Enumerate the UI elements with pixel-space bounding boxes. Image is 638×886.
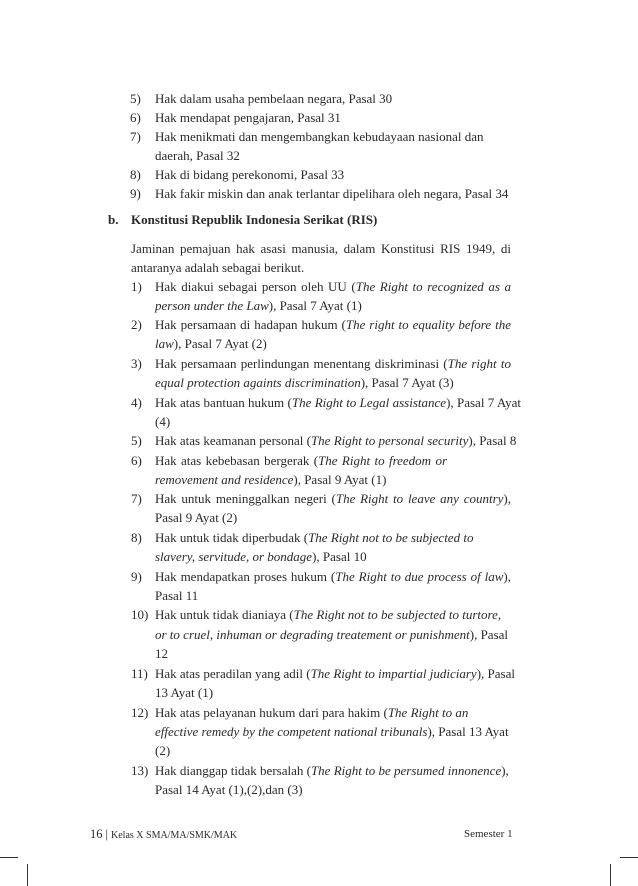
list-item-line: removement and residence), Pasal 9 Ayat (1) — [155, 472, 387, 487]
list-number: 8) — [131, 530, 142, 545]
page-number: 16 — [90, 827, 103, 841]
list-item-line: 13 Ayat (1) — [155, 685, 214, 700]
list-item-line: (2) — [155, 743, 171, 758]
list-item-text: Hak fakir miskin dan anak terlantar dipelihara oleh negara, Pasal 34 — [155, 186, 509, 201]
list-item-line: equal protection againts discrimination), Pasal 7 Ayat (3) — [155, 375, 454, 390]
list-number: 5) — [131, 433, 142, 448]
list-number: 1) — [131, 279, 142, 294]
page-footer-left — [90, 826, 237, 844]
list-item-line: Hak diakui sebagai person oleh UU (The Right to recognized as a — [155, 279, 511, 294]
list-number: 9) — [130, 186, 141, 201]
list-number: 9) — [131, 569, 142, 584]
list-number: 8) — [130, 167, 141, 182]
list-item-line: Hak atas peradilan yang adil (The Right to impartial judiciary), Pasal — [155, 666, 515, 681]
list-number: 6) — [130, 110, 141, 125]
crop-mark — [610, 864, 611, 886]
list-item-line: Hak atas bantuan hukum (The Right to Legal assistance), Pasal 7 Ayat — [155, 395, 521, 410]
list-number: 12) — [131, 705, 149, 720]
section-title: Konstitusi Republik Indonesia Serikat (RIS) — [131, 212, 378, 227]
list-item-line: (4) — [155, 414, 171, 429]
list-item-line: Hak persamaan di hadapan hukum (The right to equality before the — [155, 317, 511, 332]
crop-mark — [27, 864, 28, 886]
list-item-line: Hak untuk tidak dianiaya (The Right not to be subjected to turtore, — [155, 607, 502, 622]
list-item-line: or to cruel, inhuman or degrading treatement or punishment), Pasal — [155, 627, 509, 642]
intro-paragraph-line: antaranya adalah sebagai berikut. — [131, 260, 305, 275]
list-item-line: Hak mendapatkan proses hukum (The Right to due process of law), — [155, 569, 511, 584]
list-item-line: slavery, servitude, or bondage), Pasal 10 — [155, 549, 367, 564]
list-item-line: Hak untuk tidak diperbudak (The Right not to be subjected to — [155, 530, 474, 545]
footer-separator: | — [105, 827, 109, 841]
list-item-line: Pasal 9 Ayat (2) — [155, 510, 238, 525]
list-number: 5) — [130, 91, 141, 106]
list-number: 3) — [131, 356, 142, 371]
list-item-line: effective remedy by the competent national tribunals), Pasal 13 Ayat — [155, 724, 509, 739]
list-number: 2) — [131, 317, 142, 332]
list-item-line: Hak persamaan perlindungan menentang diskriminasi (The right to — [155, 356, 511, 371]
list-item-line: Hak atas keamanan personal (The Right to personal security), Pasal 8 — [155, 433, 517, 448]
list-item-line: Hak dianggap tidak bersalah (The Right to be persumed innonence), — [155, 763, 509, 778]
list-item-line: Hak untuk meninggalkan negeri (The Right to leave any country), — [155, 491, 511, 506]
list-number: 4) — [131, 395, 142, 410]
list-item-line: law), Pasal 7 Ayat (2) — [155, 336, 267, 351]
semester-label: Semester 1 — [464, 828, 513, 840]
list-item-line: 12 — [155, 646, 168, 661]
list-item-line: Hak atas pelayanan hukum dari para hakim (The Right to an — [155, 705, 469, 720]
list-item-text: Hak dalam usaha pembelaan negara, Pasal 30 — [155, 91, 393, 106]
crop-mark — [620, 857, 638, 858]
list-number: 11) — [131, 666, 148, 681]
crop-mark — [0, 857, 18, 858]
intro-paragraph-line: Jaminan pemajuan hak asasi manusia, dalam Konstitusi RIS 1949, di — [131, 241, 511, 256]
list-number: 6) — [131, 453, 142, 468]
section-letter: b. — [108, 212, 119, 227]
list-item-line: Hak atas kebebasan bergerak (The Right to freedom or — [155, 453, 447, 468]
list-item-text: Hak menikmati dan mengembangkan kebudayaan nasional dan — [155, 129, 484, 144]
book-title: Kelas X SMA/MA/SMK/MAK — [111, 830, 238, 841]
list-item-line: person under the Law), Pasal 7 Ayat (1) — [155, 298, 362, 313]
list-item-line: Pasal 14 Ayat (1),(2),dan (3) — [155, 782, 303, 797]
list-item-text: Hak mendapat pengajaran, Pasal 31 — [155, 110, 341, 125]
list-number: 13) — [131, 763, 149, 778]
list-number: 7) — [131, 491, 142, 506]
list-item-text: daerah, Pasal 32 — [155, 148, 240, 163]
list-item-line: Pasal 11 — [155, 588, 199, 603]
list-number: 7) — [130, 129, 141, 144]
list-number: 10) — [131, 607, 149, 622]
list-item-text: Hak di bidang perekonomi, Pasal 33 — [155, 167, 345, 182]
